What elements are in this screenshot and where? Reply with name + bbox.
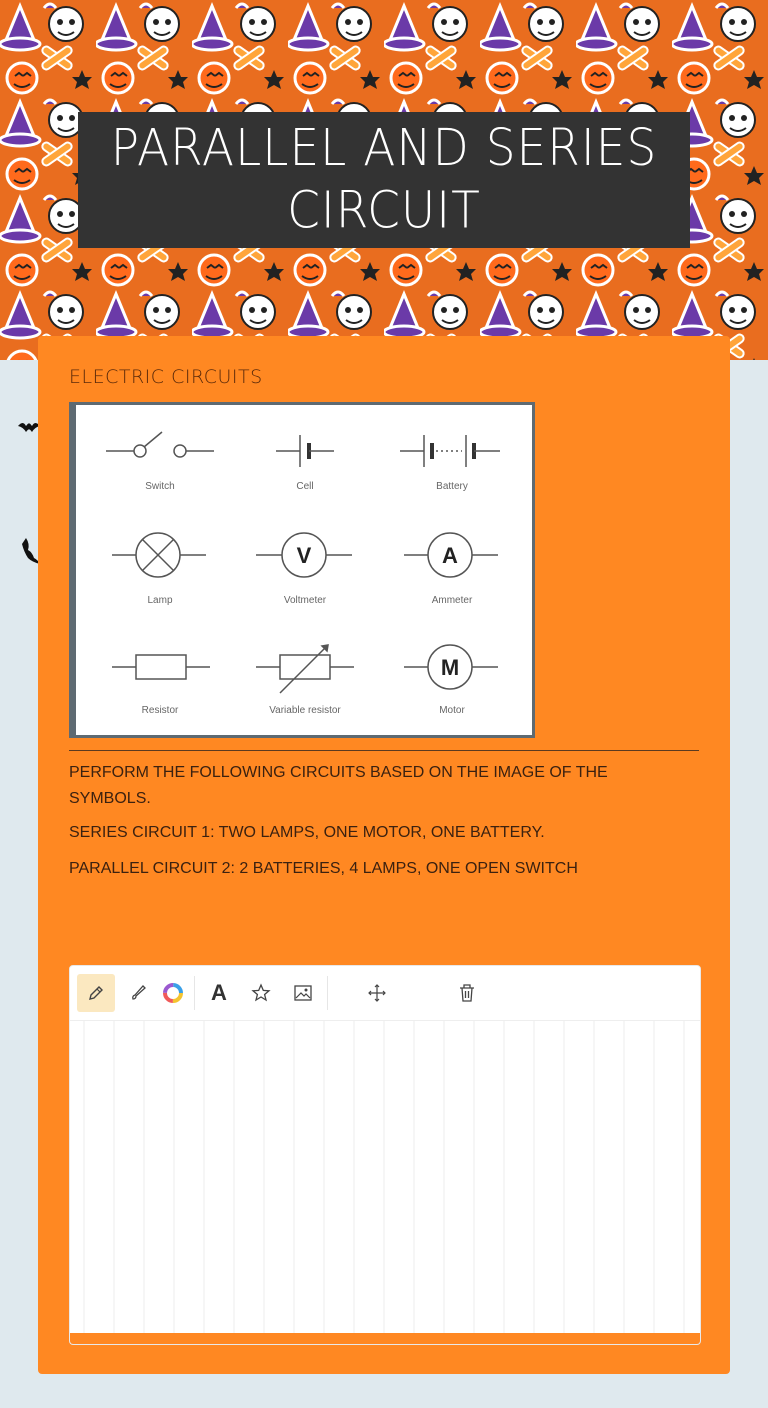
image-tool-button[interactable] (284, 974, 322, 1012)
parallel-circuit-text: PARALLEL CIRCUIT 2: 2 BATTERIES, 4 LAMPS, ONE OPEN SWITCH (69, 860, 578, 877)
resistor-label: Resistor (141, 705, 179, 716)
toolbar-separator (194, 976, 195, 1010)
divider (69, 750, 699, 751)
page-title: PARALLEL AND SERIES CIRCUIT (110, 118, 658, 241)
title-box (78, 112, 690, 248)
instruction-text: PERFORM THE FOLLOWING CIRCUITS BASED ON THE IMAGE OF THE SYMBOLS. (69, 764, 608, 807)
star-icon (251, 983, 271, 1003)
voltmeter-letter: V (296, 543, 312, 568)
color-picker-button[interactable] (154, 974, 192, 1012)
image-icon (293, 984, 313, 1002)
move-tool-button[interactable] (358, 974, 396, 1012)
drawing-answer-box[interactable] (69, 965, 701, 1345)
pencil-tool-button[interactable] (77, 974, 115, 1012)
stamp-tool-button[interactable] (242, 974, 280, 1012)
circuit-symbols-diagram (76, 405, 532, 735)
text-icon: A (211, 980, 227, 1005)
series-circuit-text: SERIES CIRCUIT 1: TWO LAMPS, ONE MOTOR, ONE BATTERY. (69, 824, 545, 841)
header-banner (0, 0, 768, 360)
toolbar-separator (327, 976, 328, 1010)
ammeter-letter: A (442, 543, 458, 568)
battery-label: Battery (436, 481, 468, 492)
pencil-icon (87, 984, 105, 1002)
brush-icon (129, 984, 147, 1002)
drawing-toolbar (70, 966, 700, 1021)
variable-resistor-label: Variable resistor (269, 705, 341, 716)
text-tool-button[interactable] (200, 974, 238, 1012)
section-title: ELECTRIC CIRCUITS (69, 366, 263, 388)
bat-icon (18, 418, 40, 434)
voltmeter-label: Voltmeter (283, 595, 327, 606)
cell-label: Cell (296, 481, 314, 492)
brush-tool-button[interactable] (119, 974, 157, 1012)
ammeter-label: Ammeter (431, 595, 473, 606)
drawing-canvas[interactable] (70, 1021, 700, 1333)
trash-icon (458, 983, 476, 1003)
switch-label: Switch (145, 481, 175, 492)
motor-letter: M (440, 655, 460, 680)
motor-label: Motor (439, 705, 465, 716)
circuit-symbols-image (69, 402, 535, 738)
drawing-canvas-footer (70, 1333, 700, 1344)
move-icon (367, 983, 387, 1003)
color-wheel-icon (163, 983, 183, 1003)
delete-tool-button[interactable] (448, 974, 486, 1012)
lamp-label: Lamp (147, 595, 173, 606)
worksheet-card (38, 336, 730, 1374)
